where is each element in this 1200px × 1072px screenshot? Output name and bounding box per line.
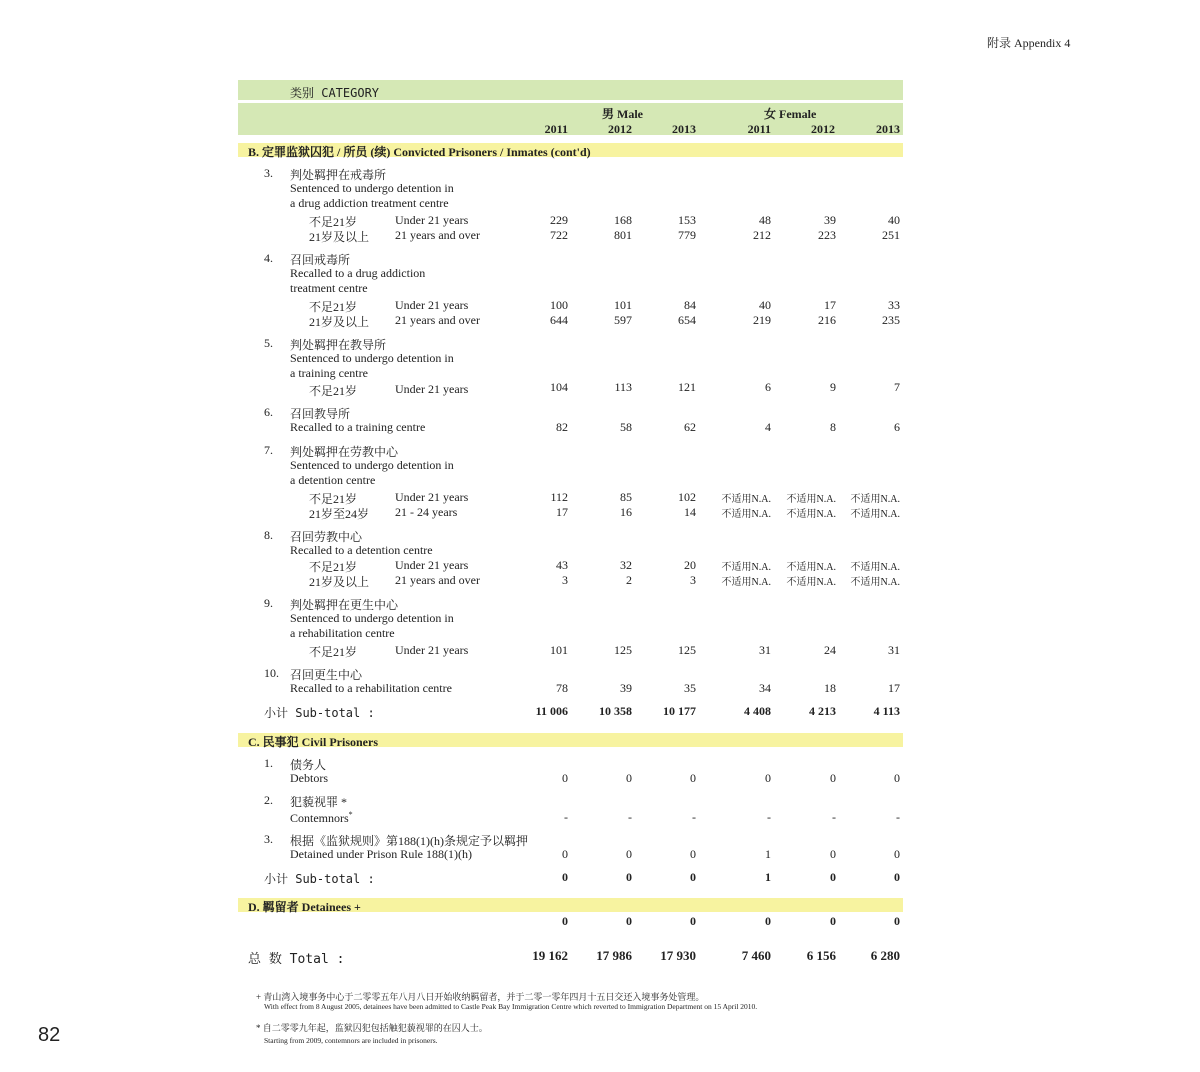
year-male-2012: 2012: [608, 122, 632, 136]
table-cell: 不适用N.A.: [786, 509, 836, 520]
item-title-en: Recalled to a rehabilitation centre: [290, 681, 452, 695]
table-cell: 801: [614, 228, 632, 242]
footnote-en: Starting from 2009, contemnors are included in prisoners.: [264, 1036, 438, 1045]
table-cell: 779: [678, 228, 696, 242]
table-cell: 0: [830, 914, 836, 928]
footnote-en: With effect from 8 August 2005, detainees have been admitted to Castle Peak Bay Immigration Centre which reverted to Immigration Department on 15 April 2010.: [264, 1002, 758, 1011]
footnote-zh: + 青山湾入境事务中心于二零零五年八月八日开始收纳羁留者，并于二零一零年四月十五日交还入境事务处管理。: [256, 992, 705, 1002]
item-title-zh: 债务人: [290, 758, 327, 772]
row-label-en: 21 years and over: [395, 313, 480, 327]
table-cell: 4: [765, 420, 771, 434]
table-cell: 722: [550, 228, 568, 242]
table-cell: 112: [550, 490, 568, 504]
table-cell: 597: [614, 313, 632, 327]
table-cell: -: [832, 810, 836, 824]
table-cell: 1: [765, 870, 771, 884]
table-cell: 7 460: [741, 948, 771, 963]
table-cell: 不适用N.A.: [850, 577, 900, 588]
table-cell: 4 213: [809, 704, 836, 718]
table-cell: 8: [830, 420, 836, 434]
item-title-en: Recalled to a drug addiction: [290, 266, 426, 280]
table-cell: 不适用N.A.: [850, 562, 900, 573]
item-title-en: Recalled to a detention centre: [290, 543, 433, 557]
table-cell: -: [628, 810, 632, 824]
table-cell: 0: [830, 847, 836, 861]
item-title-en: a rehabilitation centre: [290, 626, 395, 640]
table-cell: 125: [614, 643, 632, 657]
table-cell: 0: [690, 847, 696, 861]
table-cell: 不适用N.A.: [721, 562, 771, 573]
year-female-2013: 2013: [876, 122, 900, 136]
section-d-title: D. 羁留者 Detainees +: [248, 900, 361, 914]
item-title-en: Sentenced to undergo detention in: [290, 351, 454, 365]
female-header: 女 Female: [764, 107, 817, 121]
table-cell: 不适用N.A.: [721, 509, 771, 520]
table-cell: 0: [562, 847, 568, 861]
row-label-en: 21 years and over: [395, 228, 480, 242]
section-c-title: C. 民事犯 Civil Prisoners: [248, 735, 378, 749]
table-cell: 6 280: [870, 948, 900, 963]
item-title-en: Debtors: [290, 771, 328, 785]
table-cell: 35: [684, 681, 696, 695]
table-cell: -: [896, 810, 900, 824]
table-cell: 101: [614, 298, 632, 312]
table-cell: 17 986: [596, 948, 632, 963]
table-cell: 0: [830, 870, 836, 884]
table-cell: 654: [678, 313, 696, 327]
item-title-en: a detention centre: [290, 473, 376, 487]
item-number: 5.: [264, 336, 273, 350]
table-cell: 2: [626, 573, 632, 587]
item-title-zh: 召回戒毒所: [290, 253, 351, 267]
table-cell: 101: [550, 643, 568, 657]
table-cell: 104: [550, 380, 568, 394]
section-b-title: B. 定罪监狱囚犯 / 所员 (续) Convicted Prisoners / Inmates (cont'd): [248, 145, 591, 159]
table-cell: 58: [620, 420, 632, 434]
table-cell: 不适用N.A.: [786, 494, 836, 505]
table-cell: 14: [684, 505, 696, 519]
item-number: 4.: [264, 251, 273, 265]
table-cell: 0: [894, 870, 900, 884]
total-label: 总 数 Total :: [248, 952, 345, 967]
table-cell: 1: [765, 847, 771, 861]
table-cell: 125: [678, 643, 696, 657]
table-cell: 39: [824, 213, 836, 227]
row-label-en: Under 21 years: [395, 382, 469, 396]
table-cell: -: [564, 810, 568, 824]
table-cell: 85: [620, 490, 632, 504]
table-cell: 0: [894, 771, 900, 785]
row-label-zh: 不足21岁: [309, 300, 358, 314]
item-number: 7.: [264, 443, 273, 457]
table-cell: 0: [765, 914, 771, 928]
table-cell: -: [692, 810, 696, 824]
subtotal-label: 小计 Sub-total :: [264, 706, 375, 720]
table-cell: 644: [550, 313, 568, 327]
item-number: 9.: [264, 596, 273, 610]
table-cell: 4 408: [744, 704, 771, 718]
table-cell: 9: [830, 380, 836, 394]
subtotal-label: 小计 Sub-total :: [264, 872, 375, 886]
table-cell: 不适用N.A.: [721, 494, 771, 505]
table-cell: 17: [888, 681, 900, 695]
row-label-zh: 21岁及以上: [309, 230, 370, 244]
table-cell: 34: [759, 681, 771, 695]
table-cell: 0: [626, 847, 632, 861]
male-header: 男 Male: [602, 107, 643, 121]
table-cell: 19 162: [532, 948, 568, 963]
table-cell: 235: [882, 313, 900, 327]
table-cell: 6: [765, 380, 771, 394]
table-cell: 不适用N.A.: [850, 509, 900, 520]
table-cell: 168: [614, 213, 632, 227]
table-cell: 0: [690, 914, 696, 928]
table-cell: 219: [753, 313, 771, 327]
row-label-en: 21 years and over: [395, 573, 480, 587]
table-cell: 18: [824, 681, 836, 695]
table-cell: 0: [690, 771, 696, 785]
item-title-en: Sentenced to undergo detention in: [290, 611, 454, 625]
item-number: 10.: [264, 666, 279, 680]
footnote-zh: * 自二零零九年起，监狱囚犯包括触犯藐视罪的在囚人士。: [256, 1023, 488, 1033]
item-title-en: a training centre: [290, 366, 368, 380]
table-cell: 16: [620, 505, 632, 519]
table-cell: 不适用N.A.: [786, 562, 836, 573]
item-title-en-text: Contemnors: [290, 811, 349, 825]
year-female-2012: 2012: [811, 122, 835, 136]
table-cell: 0: [562, 771, 568, 785]
year-male-2013: 2013: [672, 122, 696, 136]
table-cell: 10 358: [599, 704, 632, 718]
table-cell: 84: [684, 298, 696, 312]
row-label-zh: 不足21岁: [309, 492, 358, 506]
row-label-en: Under 21 years: [395, 298, 469, 312]
item-title-en: Sentenced to undergo detention in: [290, 181, 454, 195]
table-cell: 212: [753, 228, 771, 242]
table-cell: 223: [818, 228, 836, 242]
item-title-zh: 判处羁押在更生中心: [290, 598, 399, 612]
table-cell: 6: [894, 420, 900, 434]
year-female-2011: 2011: [747, 122, 771, 136]
table-cell: 32: [620, 558, 632, 572]
item-title-zh: 判处羁押在教导所: [290, 338, 387, 352]
table-cell: 78: [556, 681, 568, 695]
table-cell: 4 113: [873, 704, 900, 718]
table-cell: 3: [690, 573, 696, 587]
table-cell: 82: [556, 420, 568, 434]
table-cell: 39: [620, 681, 632, 695]
row-label-en: Under 21 years: [395, 558, 469, 572]
table-cell: 31: [759, 643, 771, 657]
item-title-zh: 犯藐视罪 *: [290, 795, 348, 809]
item-title-en: Sentenced to undergo detention in: [290, 458, 454, 472]
table-cell: 33: [888, 298, 900, 312]
row-label-en: 21 - 24 years: [395, 505, 458, 519]
item-number: 3.: [264, 832, 273, 846]
table-cell: 11 006: [535, 704, 568, 718]
table-cell: 113: [614, 380, 632, 394]
appendix-label: 附录 Appendix 4: [987, 36, 1071, 50]
table-cell: 251: [882, 228, 900, 242]
item-title-zh: 召回劳教中心: [290, 530, 363, 544]
table-cell: -: [767, 810, 771, 824]
table-cell: 31: [888, 643, 900, 657]
item-number: 8.: [264, 528, 273, 542]
table-cell: 17 930: [660, 948, 696, 963]
item-title-en: Detained under Prison Rule 188(1)(h): [290, 847, 472, 861]
row-label-en: Under 21 years: [395, 643, 469, 657]
table-cell: 7: [894, 380, 900, 394]
page-number: 82: [38, 1024, 61, 1046]
table-cell: 153: [678, 213, 696, 227]
table-cell: 0: [690, 870, 696, 884]
item-title-zh: 判处羁押在戒毒所: [290, 168, 387, 182]
item-title-en: treatment centre: [290, 281, 368, 295]
table-cell: 48: [759, 213, 771, 227]
table-cell: 0: [830, 771, 836, 785]
item-title-zh: 召回更生中心: [290, 668, 363, 682]
table-cell: 17: [556, 505, 568, 519]
table-cell: 0: [626, 771, 632, 785]
row-label-zh: 21岁至24岁: [309, 507, 370, 521]
row-label-zh: 不足21岁: [309, 215, 358, 229]
row-label-zh: 不足21岁: [309, 645, 358, 659]
table-cell: 0: [894, 847, 900, 861]
row-label-zh: 不足21岁: [309, 384, 358, 398]
category-label: 类别 CATEGORY: [290, 86, 380, 100]
table-cell: 229: [550, 213, 568, 227]
item-number: 1.: [264, 756, 273, 770]
item-title-en: [290, 810, 353, 826]
row-label-zh: 不足21岁: [309, 560, 358, 574]
item-title-en: a drug addiction treatment centre: [290, 196, 449, 210]
table-cell: 0: [562, 914, 568, 928]
table-cell: 216: [818, 313, 836, 327]
table-cell: 102: [678, 490, 696, 504]
table-cell: 20: [684, 558, 696, 572]
table-cell: 40: [759, 298, 771, 312]
table-cell: 121: [678, 380, 696, 394]
table-cell: 62: [684, 420, 696, 434]
table-cell: 17: [824, 298, 836, 312]
table-cell: 24: [824, 643, 836, 657]
table-cell: 不适用N.A.: [721, 577, 771, 588]
table-cell: 0: [626, 914, 632, 928]
item-title-zh: 召回教导所: [290, 407, 351, 421]
asterisk-mark: *: [348, 810, 353, 819]
table-cell: 0: [894, 914, 900, 928]
table-cell: 10 177: [663, 704, 696, 718]
row-label-en: Under 21 years: [395, 213, 469, 227]
item-title-zh: 根据《监狱规则》第188(1)(h)条规定予以羁押: [290, 834, 528, 848]
item-number: 2.: [264, 793, 273, 807]
item-number: 3.: [264, 166, 273, 180]
table-cell: 6 156: [806, 948, 836, 963]
table-cell: 0: [626, 870, 632, 884]
year-male-2011: 2011: [544, 122, 568, 136]
item-title-zh: 判处羁押在劳教中心: [290, 445, 399, 459]
row-label-en: Under 21 years: [395, 490, 469, 504]
item-number: 6.: [264, 405, 273, 419]
table-cell: 43: [556, 558, 568, 572]
table-cell: 0: [765, 771, 771, 785]
row-label-zh: 21岁及以上: [309, 575, 370, 589]
table-cell: 100: [550, 298, 568, 312]
table-cell: 不适用N.A.: [786, 577, 836, 588]
table-cell: 40: [888, 213, 900, 227]
table-cell: 3: [562, 573, 568, 587]
table-cell: 不适用N.A.: [850, 494, 900, 505]
row-label-zh: 21岁及以上: [309, 315, 370, 329]
table-cell: 0: [562, 870, 568, 884]
item-title-en: Recalled to a training centre: [290, 420, 426, 434]
